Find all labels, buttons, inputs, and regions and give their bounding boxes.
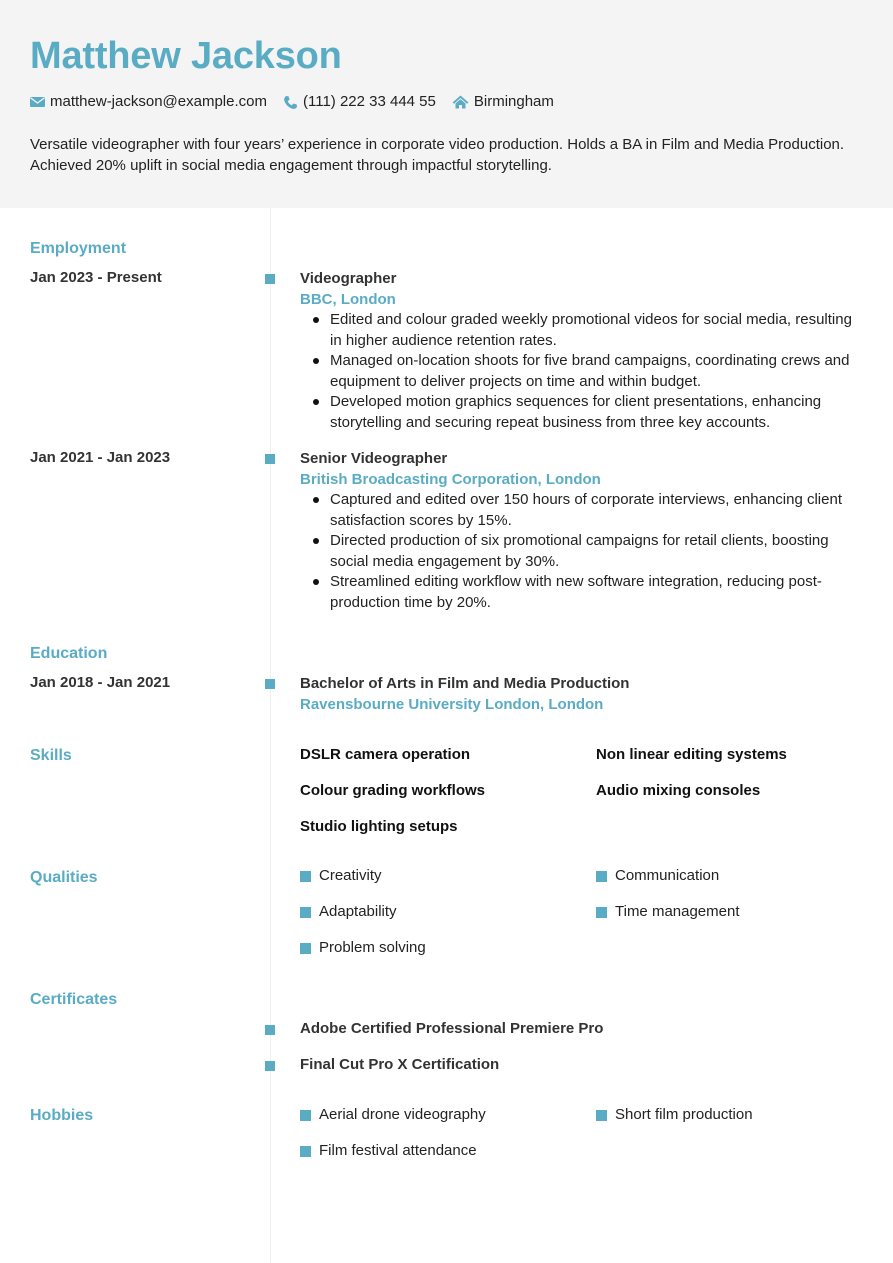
phone-icon bbox=[283, 95, 298, 110]
hobby-label: Film festival attendance bbox=[319, 1142, 477, 1159]
institution: Ravensbourne University London, London bbox=[300, 696, 604, 713]
home-icon bbox=[452, 95, 469, 109]
timeline-marker bbox=[265, 679, 275, 689]
job-title: Senior Videographer bbox=[300, 450, 448, 467]
certificate-name: Final Cut Pro X Certification bbox=[300, 1056, 500, 1073]
profile-summary: Versatile videographer with four years’ experience in corporate video production. Holds a BA in Film and Media Production. Achieved 20% uplift in social media engagement through impactful storytelling. bbox=[30, 136, 845, 174]
hobby-item bbox=[300, 1105, 596, 1125]
quality-label: Adaptability bbox=[319, 903, 397, 920]
square-bullet-icon bbox=[300, 871, 311, 882]
entry-date: Jan 2023 - Present bbox=[30, 269, 162, 286]
skill-item: Studio lighting setups bbox=[300, 818, 458, 835]
entry-content bbox=[300, 268, 860, 433]
quality-item bbox=[596, 866, 860, 886]
phone-text[interactable]: (111) 222 33 444 55 bbox=[302, 93, 436, 110]
quality-label: Creativity bbox=[319, 867, 382, 884]
email-text[interactable]: matthew-jackson@example.com bbox=[50, 93, 267, 110]
skill-item: Audio mixing consoles bbox=[596, 782, 761, 799]
quality-item bbox=[596, 902, 860, 922]
skill-item: DSLR camera operation bbox=[300, 746, 471, 763]
square-bullet-icon bbox=[596, 907, 607, 918]
envelope-icon bbox=[30, 96, 45, 108]
entry-content bbox=[300, 673, 860, 715]
achievement-item: Developed motion graphics sequences for client presentations, enhancing storytelling and securing repeat business from three key accounts. bbox=[300, 392, 860, 433]
quality-label: Time management bbox=[615, 903, 740, 920]
entry-date: Jan 2021 - Jan 2023 bbox=[30, 449, 171, 466]
employer: British Broadcasting Corporation, London bbox=[300, 471, 601, 488]
quality-label: Communication bbox=[615, 867, 720, 884]
hobby-label: Aerial drone videography bbox=[319, 1106, 486, 1123]
achievement-item: Edited and colour graded weekly promotional videos for social media, resulting in higher audience retention rates. bbox=[300, 310, 860, 351]
square-bullet-icon bbox=[300, 907, 311, 918]
skill-item: Non linear editing systems bbox=[596, 746, 787, 763]
timeline-marker bbox=[265, 274, 275, 284]
entry-content bbox=[300, 448, 860, 613]
contact-info bbox=[30, 92, 863, 112]
skills-grid bbox=[300, 745, 860, 837]
achievement-item: Captured and edited over 150 hours of corporate interviews, enhancing client satisfaction scores by 15%. bbox=[300, 490, 860, 531]
quality-label: Problem solving bbox=[319, 939, 426, 956]
section-title: Education bbox=[30, 645, 108, 662]
achievement-item: Managed on-location shoots for five brand campaigns, coordinating crews and equipment to deliver projects on time and within budget. bbox=[300, 351, 860, 392]
employer: BBC, London bbox=[300, 291, 396, 308]
candidate-name: Matthew Jackson bbox=[30, 35, 342, 77]
square-bullet-icon bbox=[300, 943, 311, 954]
timeline-marker bbox=[265, 1061, 275, 1071]
section-title: Qualities bbox=[30, 869, 98, 886]
certificate-name: Adobe Certified Professional Premiere Pro bbox=[300, 1020, 604, 1037]
timeline-marker bbox=[265, 1025, 275, 1035]
contact-phone bbox=[283, 92, 436, 112]
square-bullet-icon bbox=[300, 1146, 311, 1157]
quality-item bbox=[300, 866, 596, 886]
quality-item bbox=[300, 902, 596, 922]
hobby-item bbox=[596, 1105, 860, 1125]
achievement-item: Streamlined editing workflow with new software integration, reducing post-production time by 20%. bbox=[300, 572, 860, 613]
timeline-divider bbox=[270, 208, 271, 1263]
quality-item bbox=[300, 938, 596, 958]
section-title: Hobbies bbox=[30, 1107, 94, 1124]
contact-email bbox=[30, 92, 267, 112]
job-title: Videographer bbox=[300, 270, 397, 287]
achievement-item: Directed production of six promotional campaigns for retail clients, boosting social media engagement by 30%. bbox=[300, 531, 860, 572]
hobby-label: Short film production bbox=[615, 1106, 753, 1123]
timeline-marker bbox=[265, 454, 275, 464]
skill-item: Colour grading workflows bbox=[300, 782, 486, 799]
achievement-list bbox=[300, 310, 860, 433]
hobbies-grid bbox=[300, 1105, 860, 1161]
achievement-list bbox=[300, 490, 860, 613]
section-title: Skills bbox=[30, 747, 72, 764]
resume-header bbox=[0, 0, 893, 208]
section-title: Certificates bbox=[30, 991, 118, 1008]
qualities-grid bbox=[300, 866, 860, 958]
square-bullet-icon bbox=[596, 871, 607, 882]
contact-location bbox=[452, 92, 554, 112]
degree-title: Bachelor of Arts in Film and Media Production bbox=[300, 675, 630, 692]
section-title: Employment bbox=[30, 240, 127, 257]
square-bullet-icon bbox=[300, 1110, 311, 1121]
location-text: Birmingham bbox=[473, 93, 554, 110]
square-bullet-icon bbox=[596, 1110, 607, 1121]
entry-date: Jan 2018 - Jan 2021 bbox=[30, 674, 171, 691]
hobby-item bbox=[300, 1141, 596, 1161]
